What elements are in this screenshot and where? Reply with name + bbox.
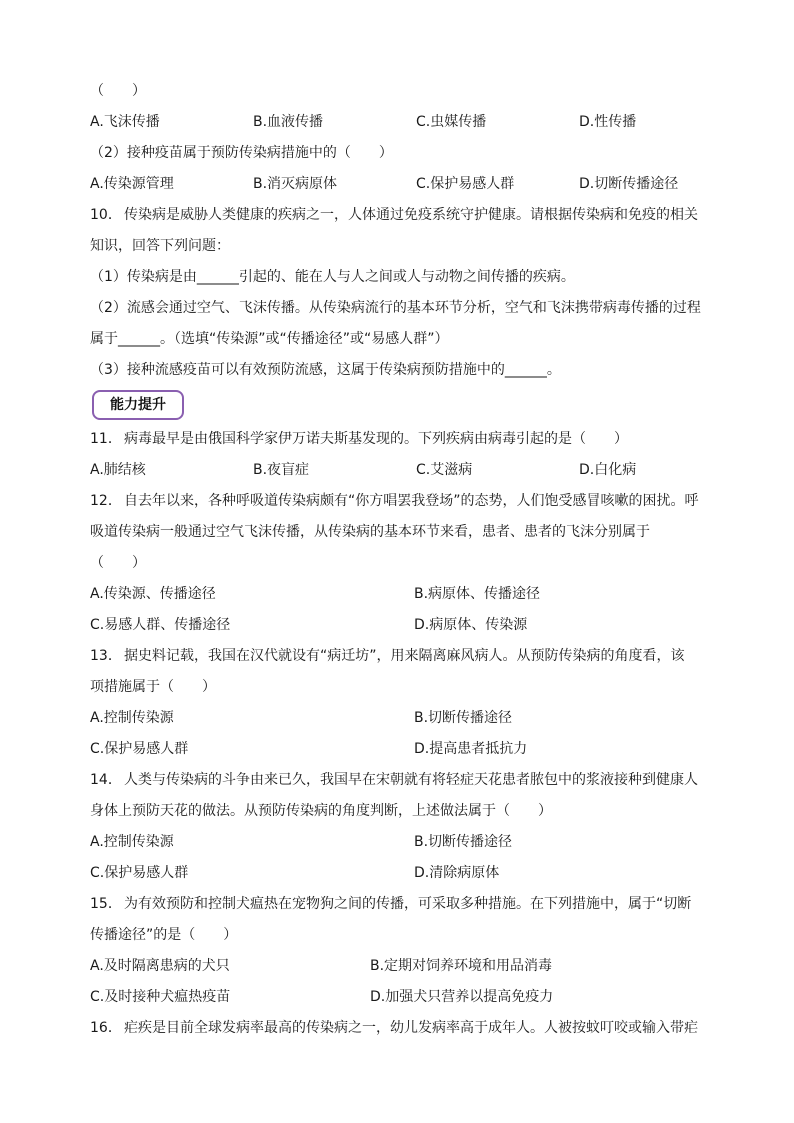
q12-number: 12．	[90, 493, 122, 509]
q10-stem-line1	[90, 200, 702, 231]
q10-sub1: （1）传染病是由______引起的、能在人与人之间或人与动物之间传播的疾病。	[90, 269, 575, 285]
q9-option-b: B.血液传播	[253, 114, 324, 130]
q15-stem-line2: 传播途径”的是（ ）	[90, 927, 238, 943]
q9-option-a: A.飞沫传播	[90, 114, 160, 130]
q14-number: 14．	[90, 772, 122, 788]
q15-option-c: C.及时接种犬瘟热疫苗	[90, 989, 231, 1005]
q11-option-c: C.艾滋病	[416, 462, 473, 478]
q11-option-b: B.夜盲症	[253, 462, 310, 478]
q9-sub2-option-b: B.消灭病原体	[253, 176, 338, 192]
q14-option-a: A.控制传染源	[90, 834, 174, 850]
q15-options-row2	[90, 982, 702, 1013]
q10-stem-line2: 知识，回答下列问题：	[90, 238, 230, 254]
q12-option-d: D.病原体、传染源	[414, 617, 528, 633]
q14-stem-text: 人类与传染病的斗争由来已久，我国早在宋朝就有将轻症天花患者脓包中的浆液接种到健康人	[124, 772, 698, 788]
q13-number: 13．	[90, 648, 122, 664]
q12-option-b: B.病原体、传播途径	[414, 586, 541, 602]
q15-options-row1	[90, 951, 702, 982]
q13-options-row1	[90, 703, 702, 734]
q14-option-c: C.保护易感人群	[90, 865, 189, 881]
q15-option-d: D.加强犬只营养以提高免疫力	[370, 989, 554, 1005]
section-header	[90, 386, 702, 424]
q9-option-d: D.性传播	[579, 114, 637, 130]
section-badge: 能力提升	[92, 390, 184, 420]
q15-stem-line1	[90, 889, 702, 920]
q11-stem-text: 病毒最早是由俄国科学家伊万诺夫斯基发现的。下列疾病由病毒引起的是（ ）	[124, 431, 628, 447]
q14-stem-line2: 身体上预防天花的做法。从预防传染病的角度判断，上述做法属于（ ）	[90, 803, 552, 819]
q10-sub2-line1: （2）流感会通过空气、飞沫传播。从传染病流行的基本环节分析，空气和飞沫携带病毒传播的过程	[90, 300, 701, 316]
q10-stem-text: 传染病是威胁人类健康的疾病之一，人体通过免疫系统守护健康。请根据传染病和免疫的相关	[124, 207, 698, 223]
q12-option-c: C.易感人群、传播途径	[90, 617, 231, 633]
q9-sub2-option-d: D.切断传播途径	[579, 176, 679, 192]
q11-stem	[90, 424, 702, 455]
q11-option-a: A.肺结核	[90, 462, 146, 478]
q16-stem-text: 疟疾是目前全球发病率最高的传染病之一，幼儿发病率高于成年人。人被按蚊叮咬或输入带疟	[124, 1020, 698, 1036]
q14-options-row1	[90, 827, 702, 858]
q12-options-row1	[90, 579, 702, 610]
q11-options	[90, 455, 702, 486]
q10-sub2-line2: 属于______。（选填“传染源”或“传播途径”或“易感人群”）	[90, 331, 449, 347]
q12-stem-line1	[90, 486, 702, 517]
q16-number: 16．	[90, 1020, 122, 1036]
q11-option-d: D.白化病	[579, 462, 637, 478]
q12-stem-text: 自去年以来，各种呼吸道传染病颇有“你方唱罢我登场”的态势，人们饱受感冒咳嗽的困扰。呼	[124, 493, 699, 509]
q13-options-row2	[90, 734, 702, 765]
q13-stem-line1	[90, 641, 702, 672]
q9-sub2-option-a: A.传染源管理	[90, 176, 174, 192]
q15-number: 15．	[90, 896, 122, 912]
q12-options-row2	[90, 610, 702, 641]
q10-number: 10．	[90, 207, 122, 223]
q11-number: 11．	[90, 431, 122, 447]
q15-option-b: B.定期对饲养环境和用品消毒	[370, 958, 553, 974]
q12-option-a: A.传染源、传播途径	[90, 586, 216, 602]
q12-paren: （ ）	[90, 555, 146, 571]
q13-option-a: A.控制传染源	[90, 710, 174, 726]
q13-option-b: B.切断传播途径	[414, 710, 513, 726]
worksheet-page	[90, 76, 702, 1044]
q9-sub2: （2）接种疫苗属于预防传染病措施中的（ ）	[90, 145, 393, 161]
q13-option-d: D.提高患者抵抗力	[414, 741, 528, 757]
q14-option-b: B.切断传播途径	[414, 834, 513, 850]
q13-stem-text: 据史料记载，我国在汉代就设有“病迁坊”，用来隔离麻风病人。从预防传染病的角度看，该	[124, 648, 685, 664]
q14-options-row2	[90, 858, 702, 889]
q9-option-c: C.虫媒传播	[416, 114, 487, 130]
q10-sub3: （3）接种流感疫苗可以有效预防流感，这属于传染病预防措施中的______。	[90, 362, 561, 378]
q9-options-1	[90, 107, 702, 138]
q9-options-2	[90, 169, 702, 200]
q15-stem-text: 为有效预防和控制犬瘟热在宠物狗之间的传播，可采取多种措施。在下列措施中，属于“切断	[124, 896, 692, 912]
q9-sub2-option-c: C.保护易感人群	[416, 176, 515, 192]
q14-option-d: D.清除病原体	[414, 865, 500, 881]
q12-stem-line2: 吸道传染病一般通过空气飞沫传播，从传染病的基本环节来看，患者、患者的飞沫分别属于	[90, 524, 650, 540]
q13-option-c: C.保护易感人群	[90, 741, 189, 757]
q15-option-a: A.及时隔离患病的犬只	[90, 958, 230, 974]
q14-stem-line1	[90, 765, 702, 796]
q13-stem-line2: 项措施属于（ ）	[90, 679, 216, 695]
q9-paren: （ ）	[90, 83, 146, 99]
q16-stem-line1	[90, 1013, 702, 1044]
